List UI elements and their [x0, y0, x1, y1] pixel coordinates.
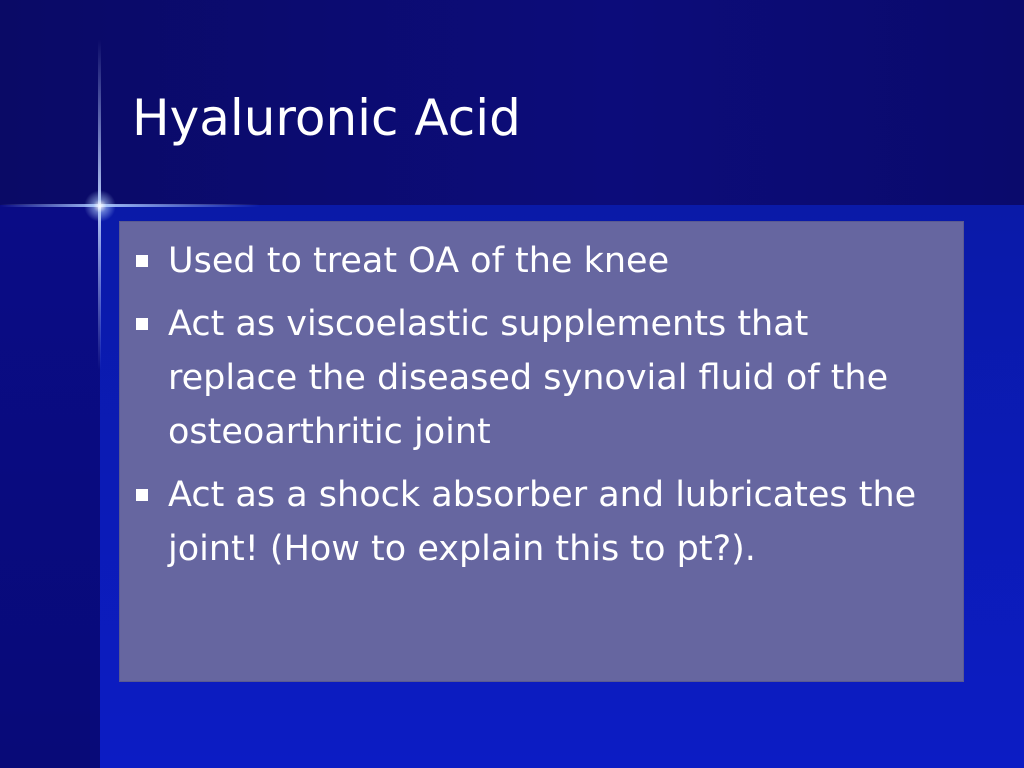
content-box	[119, 221, 964, 682]
bullet-text: Used to treat OA of the knee	[168, 241, 670, 281]
bullet-item	[130, 297, 943, 459]
square-bullet-icon	[136, 489, 148, 501]
bullet-item	[130, 234, 943, 288]
bullet-text: Act as viscoelastic supplements that replace the diseased synovial fluid of the osteoarthritic joint	[168, 304, 889, 452]
slide-left-band	[0, 205, 100, 768]
slide-title: Hyaluronic Acid	[132, 89, 521, 147]
bullet-list	[120, 222, 963, 576]
bullet-text: Act as a shock absorber and lubricates the joint! (How to explain this to pt?).	[168, 475, 917, 569]
square-bullet-icon	[136, 318, 148, 330]
star-flare-icon	[84, 190, 116, 222]
horizontal-flare-line	[0, 204, 260, 207]
square-bullet-icon	[136, 255, 148, 267]
bullet-item	[130, 468, 943, 576]
